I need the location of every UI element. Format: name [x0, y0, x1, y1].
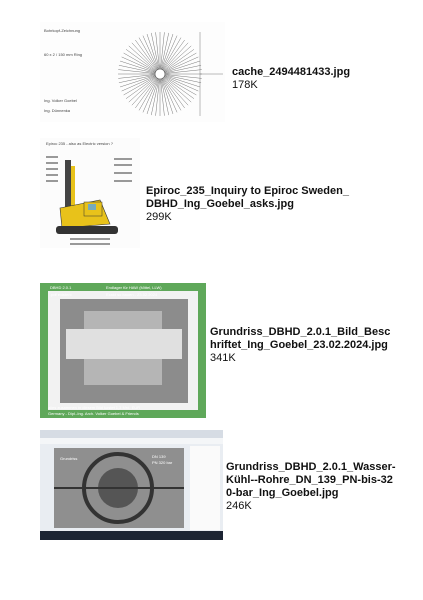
thumb-text: Grundriss	[60, 456, 78, 461]
file-name[interactable]: Grundriss_DBHD_2.0.1_Wasser-Kühl--Rohre_DN_139_PN-bis-320-bar_Ing_Goebel.jpg	[226, 461, 396, 499]
file-entry[interactable]	[40, 22, 423, 127]
file-caption	[146, 185, 356, 224]
file-thumbnail[interactable]	[40, 283, 206, 418]
file-name[interactable]: Epiroc_235_Inquiry to Epiroc Sweden_DBHD_Ing_Goebel_asks.jpg	[146, 185, 349, 210]
drill-rig-image	[40, 138, 140, 248]
file-size: 246K	[226, 500, 252, 512]
thumb-text: PN 320 bar	[152, 460, 173, 465]
thumb-text: 60 x 2 / 150 mm Ring	[44, 52, 83, 57]
thumb-text: Epiroc 235 - also as Electric version ?	[46, 141, 113, 146]
file-thumbnail[interactable]	[40, 22, 225, 122]
file-thumbnail[interactable]	[40, 138, 140, 248]
thumb-text: DN 139	[152, 454, 166, 459]
file-size: 178K	[232, 79, 258, 91]
file-entry[interactable]	[40, 138, 423, 250]
thumb-title: DBHD 2.0.1	[50, 285, 72, 290]
file-size: 341K	[210, 352, 236, 364]
file-size: 299K	[146, 211, 172, 223]
file-entry[interactable]	[40, 283, 423, 418]
file-thumbnail[interactable]	[40, 430, 223, 540]
thumb-text: Germany - Dipl.-Ing. Arch. Volker Goebel & Friends	[48, 411, 139, 416]
thumb-text: Bohrkopf-Zeichnung	[44, 28, 81, 33]
drill-head-drawing	[40, 22, 225, 122]
thumb-text: Ing. Dünnenka	[44, 108, 71, 113]
thumb-text: .pdf existent	[50, 292, 72, 297]
thumb-text: Endlager für HAW (Mittel, LLW)	[106, 285, 162, 290]
file-caption	[232, 66, 422, 92]
file-name[interactable]: cache_2494481433.jpg	[232, 66, 351, 78]
file-caption	[226, 461, 396, 513]
file-name[interactable]: Grundriss_DBHD_2.0.1_Bild_Beschriftet_Ing_Goebel_23.02.2024.jpg	[210, 326, 391, 351]
file-entry[interactable]	[40, 430, 423, 540]
file-caption	[210, 326, 395, 365]
thumb-text: alles zusammen in diesem Bild kostet 1,3 Mrd. EUR	[48, 405, 141, 410]
thumb-text: Exakt so bauen - 23.02.2024	[106, 292, 158, 297]
pipe-plan-drawing	[40, 430, 223, 540]
thumb-text: Ing. Volker Goebel	[44, 98, 77, 103]
